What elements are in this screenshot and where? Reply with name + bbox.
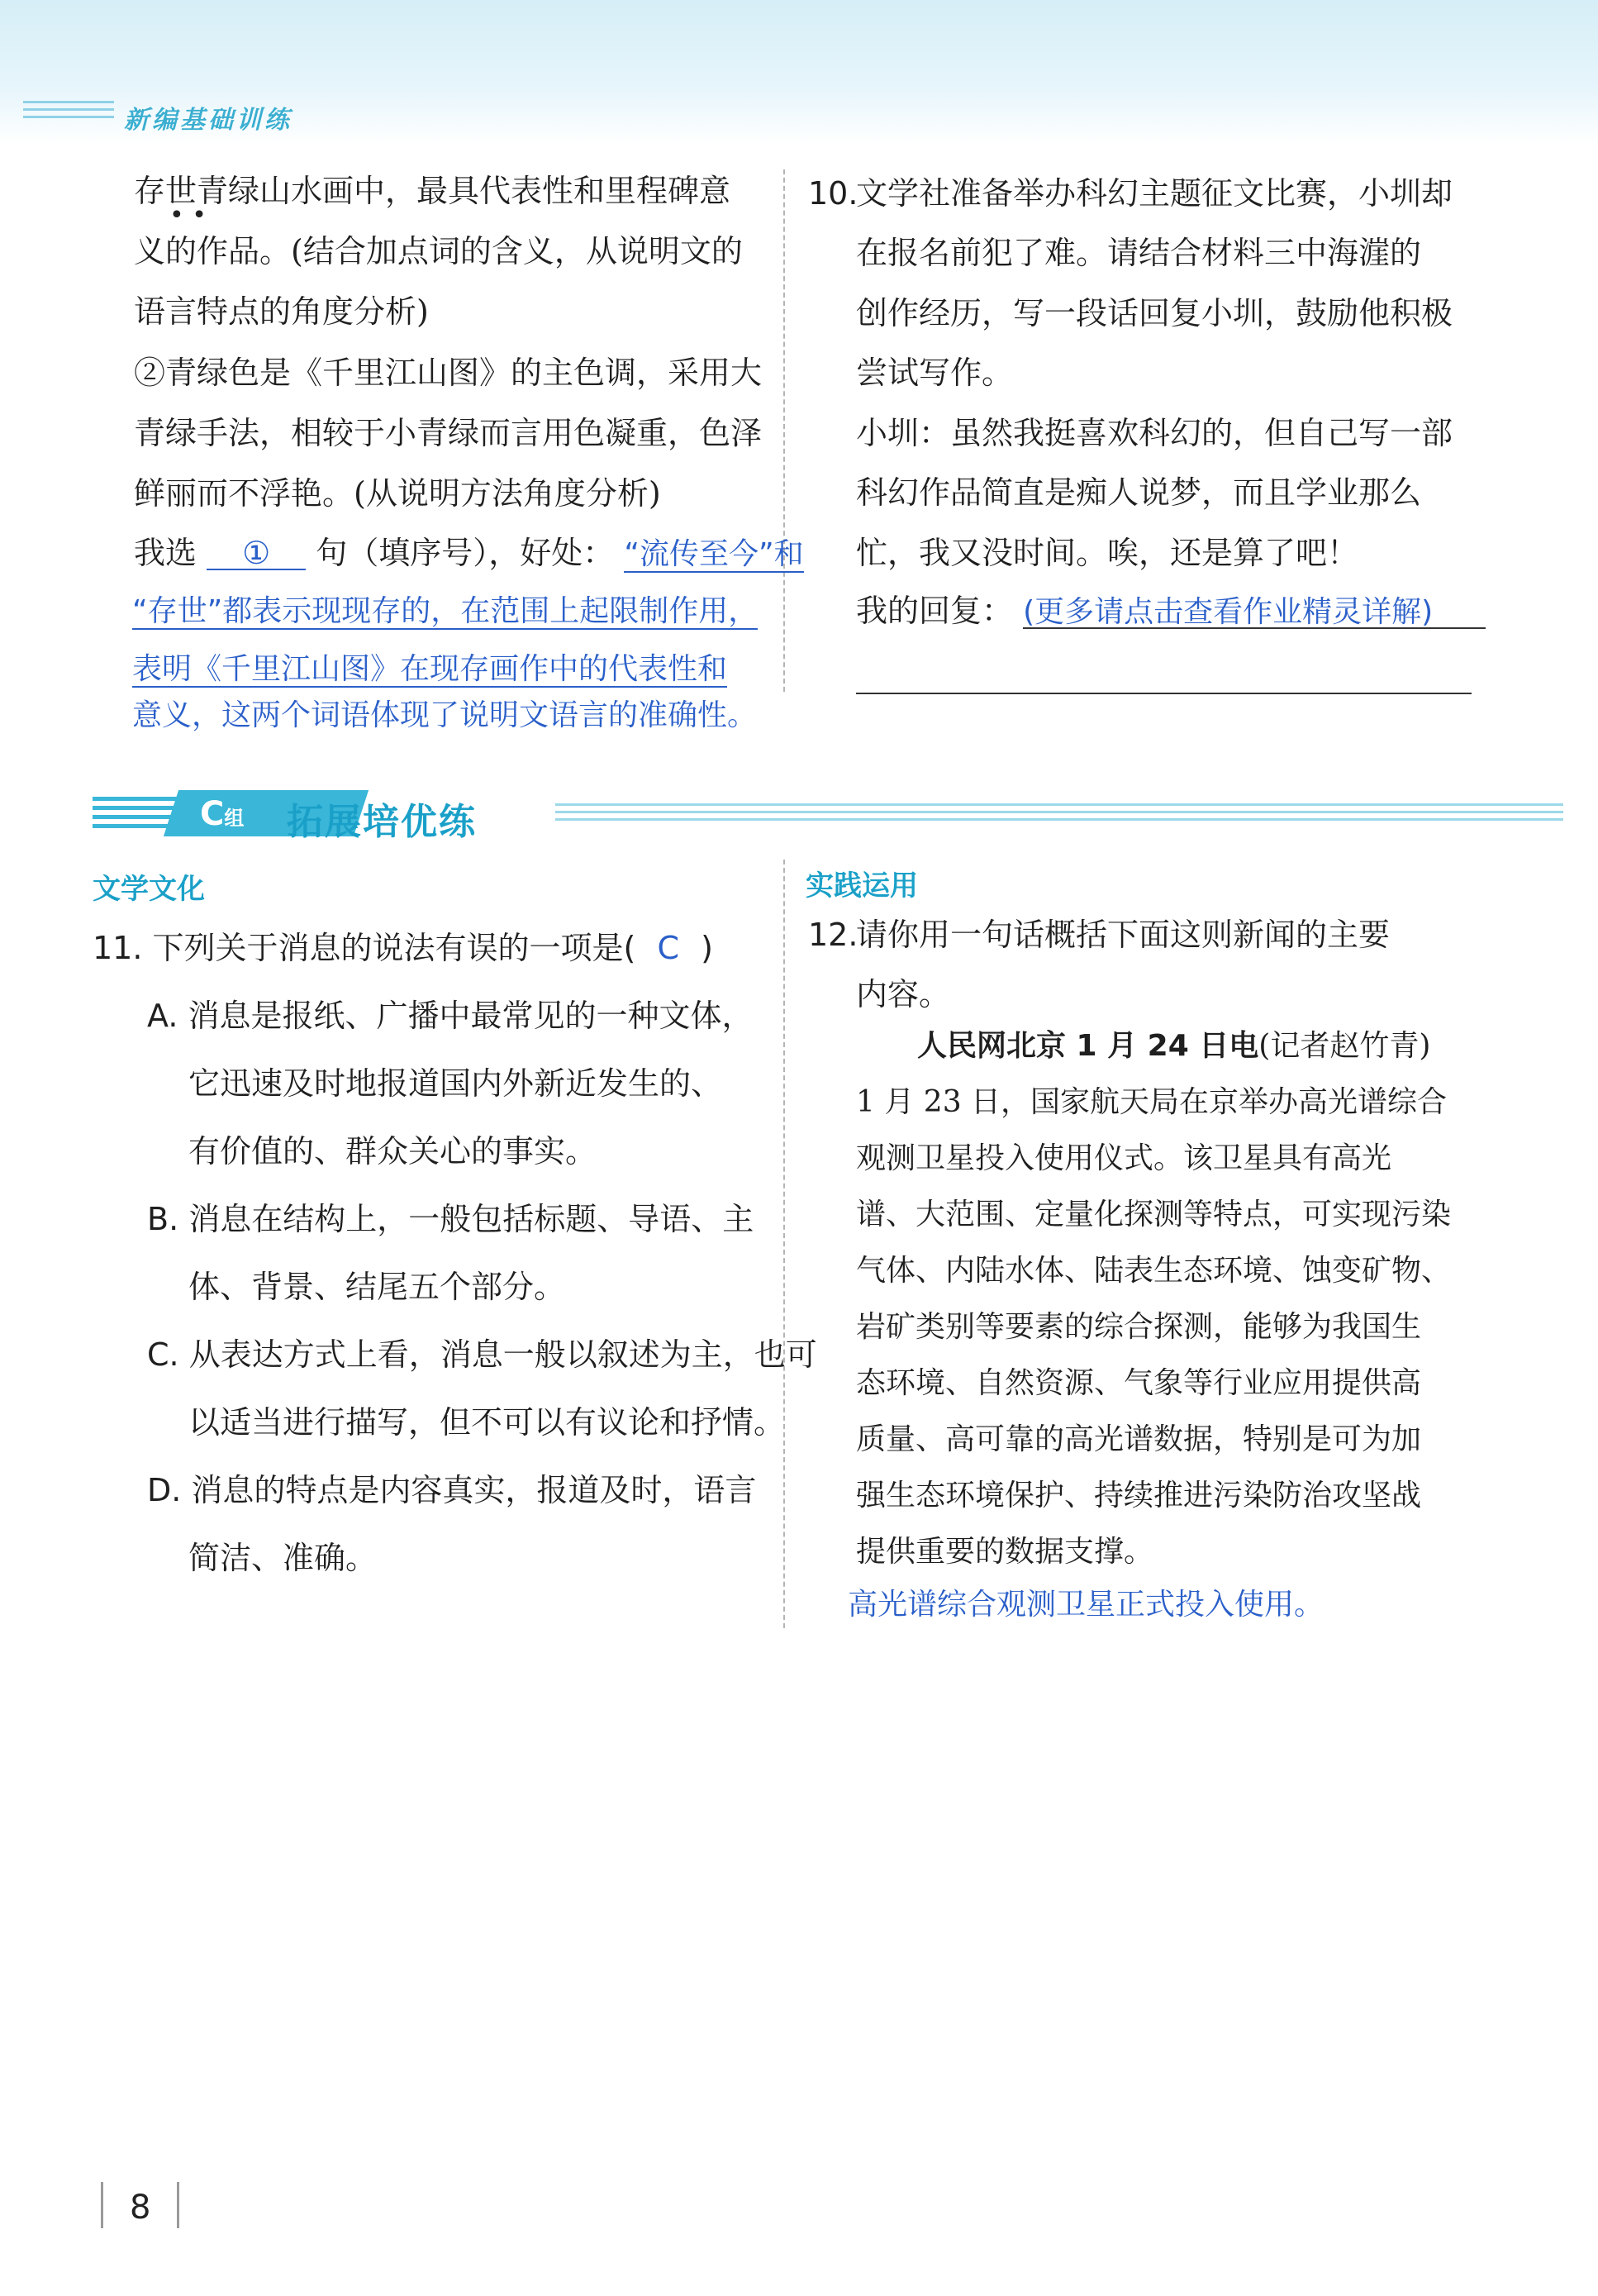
group-c-badge xyxy=(200,795,244,833)
section-label-left: 文学文化 xyxy=(93,873,205,906)
q12-line-1: 请你用一句话概括下面这则新闻的主要 xyxy=(856,917,1391,953)
q10-reply-line xyxy=(856,595,1486,629)
page-number-bar-right xyxy=(177,2182,179,2228)
q12-news-dateline: 人民网北京 1 月 24 日电 xyxy=(917,1029,1259,1063)
q12-news-3: 谱、大范围、定量化探测等特点，可实现污染 xyxy=(856,1198,1452,1231)
page-number-bar-left xyxy=(101,2182,103,2228)
choose-prefix: 我选 xyxy=(134,535,197,571)
q12-news-9: 提供重要的数据支撑。 xyxy=(856,1535,1154,1569)
q11-option-a-2: 它迅速及时地报道国内外新近发生的、 xyxy=(188,1065,723,1102)
q11-stem xyxy=(93,932,713,964)
emphasis-dots: • • xyxy=(169,201,207,230)
q12-news-8: 强生态环境保护、持续推进污染防治攻坚战 xyxy=(856,1479,1422,1512)
q11-option-c-2: 以适当进行描写，但不可以有议论和抒情。 xyxy=(188,1404,786,1441)
q10-blank-answer-line xyxy=(856,693,1472,694)
q11-option-a-3: 有价值的、群众关心的事实。 xyxy=(188,1133,597,1169)
answer-line-3 xyxy=(132,652,728,686)
q12-news-reporter: (记者赵竹青) xyxy=(1258,1029,1431,1063)
q10-line-2: 在报名前犯了难。请结合材料三中海漄的 xyxy=(856,235,1422,271)
q11-option-a-1: A. 消息是报纸、广播中最常见的一种文体， xyxy=(147,998,754,1034)
q11-option-b-2: 体、背景、结尾五个部分。 xyxy=(188,1269,566,1305)
left-text-line-5: 青绿手法，相较于小青绿而言用色凝重，色泽 xyxy=(134,415,763,451)
q11-option-c-1: C. 从表达方式上看，消息一般以叙述为主，也可 xyxy=(147,1336,817,1373)
page-header-band xyxy=(0,0,1598,145)
answer-line-2 xyxy=(132,594,759,628)
column-divider-top xyxy=(783,169,787,692)
group-c-badge-small: 组 xyxy=(224,807,245,830)
q11-option-b-1: B. 消息在结构上，一般包括标题、导语、主 xyxy=(147,1201,754,1237)
q12-news-5: 岩矿类别等要素的综合探测，能够为我国生 xyxy=(856,1310,1422,1344)
q10-line-4: 尝试写作。 xyxy=(856,355,1014,391)
q12-news-6: 态环境、自然资源、气象等行业应用提供高 xyxy=(856,1366,1422,1400)
q12-news-2: 观测卫星投入使用仪式。该卫星具有高光 xyxy=(856,1141,1392,1175)
page-number-value: 8 xyxy=(130,2189,151,2227)
answer-line-2-text: “存世”都表示现现存的，在范围上起限制作用， xyxy=(132,594,759,628)
q10-reply-link[interactable]: (更多请点击查看作业精灵详解) xyxy=(1023,598,1486,629)
left-text-line-2: 义的作品。(结合加点词的含义，从说明文的 xyxy=(134,233,743,269)
q12-news-4: 气体、内陆水体、陆表生态环境、蚀变矿物、 xyxy=(856,1254,1452,1288)
q10-reply-label: 我的回复： xyxy=(856,593,1014,629)
left-text-line-1: 存世青绿山水画中，最具代表性和里程碑意 xyxy=(134,173,731,209)
left-text-line-4: ②青绿色是《千里江山图》的主色调，采用大 xyxy=(134,355,763,391)
group-c-rule xyxy=(555,803,1563,826)
q10-quote-3: 忙，我又没时间。唉，还是算了吧！ xyxy=(856,535,1359,571)
header-title: 新编基础训练 xyxy=(124,106,292,135)
q11-option-d-1: D. 消息的特点是内容真实，报道及时，语言 xyxy=(147,1472,757,1508)
q10-number: 10. xyxy=(808,175,858,212)
q10-line-1: 文学社准备举办科幻主题征文比赛，小圳却 xyxy=(856,175,1453,212)
q10-quote-2: 科幻作品简直是痴人说梦，而且学业那么 xyxy=(856,474,1422,511)
group-c-title: 拓展培优练 xyxy=(287,801,477,843)
q12-news-7: 质量、高可靠的高光谱数据，特别是可为加 xyxy=(856,1422,1422,1456)
answer-line-1: “流传至今”和 xyxy=(624,537,804,571)
header-decoration xyxy=(23,101,114,123)
q11-suffix: ) xyxy=(701,930,713,966)
column-divider-bottom xyxy=(783,860,787,1628)
q12-number: 12. xyxy=(808,917,858,953)
q12-line-2: 内容。 xyxy=(856,976,951,1012)
q12-news-1: 1 月 23 日，国家航天局在京举办高光谱综合 xyxy=(856,1085,1448,1119)
q12-answer: 高光谱综合观测卫星正式投入使用。 xyxy=(848,1588,1325,1622)
q12-news-head xyxy=(917,1031,1430,1061)
group-c-badge-letter: C xyxy=(200,795,225,833)
group-c-header xyxy=(93,790,1472,843)
q11-option-d-2: 简洁、准确。 xyxy=(188,1540,378,1576)
choose-mid: 句（填序号），好处： xyxy=(316,535,615,571)
q11-answer: C xyxy=(657,930,679,966)
left-text-line-3: 语言特点的角度分析) xyxy=(134,293,429,330)
q10-quote-1: 小圳：虽然我挺喜欢科幻的，但自己写一部 xyxy=(856,415,1453,451)
choose-line xyxy=(134,537,804,570)
section-label-right: 实践运用 xyxy=(806,869,918,903)
q10-line-3: 创作经历，写一段话回复小圳，鼓励他积极 xyxy=(856,295,1453,331)
left-text-line-6: 鲜丽而不浮艳。(从说明方法角度分析) xyxy=(134,475,661,512)
answer-line-3-text: 表明《千里江山图》在现存画作中的代表性和 xyxy=(132,652,728,686)
choose-answer: ① xyxy=(207,537,306,570)
answer-line-4: 意义，这两个词语体现了说明文语言的准确性。 xyxy=(132,698,758,732)
q11-prefix: 11. 下列关于消息的说法有误的一项是( xyxy=(93,930,636,966)
